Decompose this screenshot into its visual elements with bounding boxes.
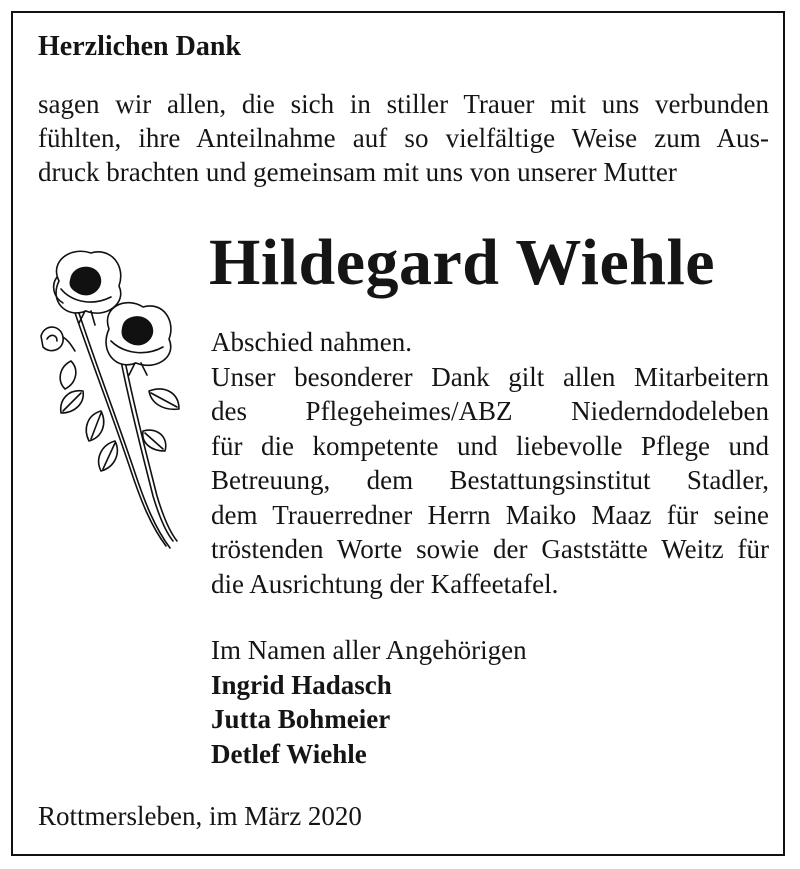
signatory-name: Jutta Bohmeier <box>211 704 391 734</box>
place-date: Rottmersleben, im März 2020 <box>38 801 362 831</box>
heading: Herzlichen Dank <box>38 31 241 62</box>
signoff-intro: Im Namen aller Angehörigen <box>211 635 527 665</box>
obituary-frame <box>11 11 785 856</box>
body-line: die Ausrichtung der Kaffeetafel. <box>211 568 559 599</box>
intro-line: sagen wir allen, die sich in stiller Trauer mit uns verbunden <box>38 89 769 119</box>
body-line: Betreuung, dem Bestattungsinstitut Stadler, <box>211 465 769 495</box>
body-line: tröstenden Worte sowie der Gaststätte Weitz für <box>211 534 769 564</box>
body-line: Unser besonderer Dank gilt allen Mitarbeitern <box>211 361 769 392</box>
body-line: für die kompetente und liebevolle Pflege und <box>211 430 769 461</box>
intro-line: druck brachten und gemeinsam mit uns von unserer Mutter <box>38 157 677 187</box>
signatory-name: Ingrid Hadasch <box>211 669 392 700</box>
signoff <box>211 633 527 771</box>
rose-icon <box>31 241 191 561</box>
body-line: des Pflegeheimes/ABZ Niederndodeleben <box>211 396 769 426</box>
body-line: dem Trauerredner Herrn Maiko Maaz für seine <box>211 499 769 530</box>
body-line: Abschied nahmen. <box>211 327 412 357</box>
deceased-name: Hildegard Wiehle <box>209 226 716 299</box>
signatory-name: Detlef Wiehle <box>211 738 367 769</box>
intro-line: fühlten, ihre Anteilnahme auf so vielfältige Weise zum Aus- <box>38 123 769 153</box>
body-text <box>211 325 769 601</box>
intro-text <box>38 87 769 189</box>
